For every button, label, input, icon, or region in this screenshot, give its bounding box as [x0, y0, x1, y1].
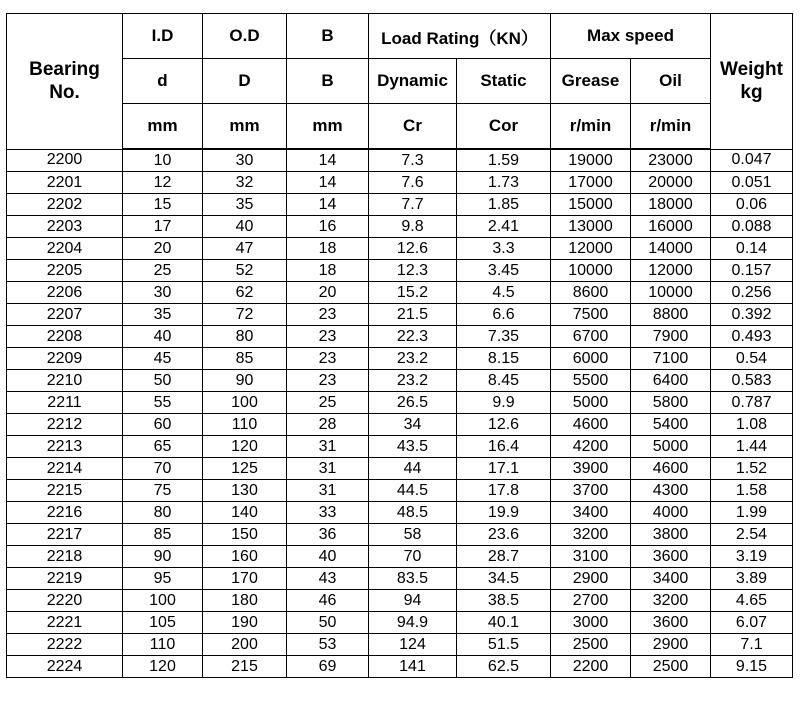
cell-static-load: 17.1 — [457, 458, 551, 480]
cell-inner-diameter: 95 — [123, 568, 203, 590]
table-row — [7, 612, 793, 634]
cell-oil-speed: 20000 — [631, 172, 711, 194]
cell-static-load: 1.59 — [457, 149, 551, 172]
cell-width: 18 — [287, 260, 369, 282]
cell-oil-speed: 4600 — [631, 458, 711, 480]
cell-grease-speed: 12000 — [551, 238, 631, 260]
cell-bearing-no: 2221 — [7, 612, 123, 634]
cell-dynamic-load: 21.5 — [369, 304, 457, 326]
header-unit-oil: r/min — [631, 104, 711, 150]
table-row — [7, 458, 793, 480]
table-header — [7, 14, 793, 150]
cell-bearing-no: 2205 — [7, 260, 123, 282]
cell-weight: 6.07 — [711, 612, 793, 634]
cell-width: 43 — [287, 568, 369, 590]
cell-inner-diameter: 20 — [123, 238, 203, 260]
cell-dynamic-load: 22.3 — [369, 326, 457, 348]
cell-oil-speed: 5000 — [631, 436, 711, 458]
cell-width: 20 — [287, 282, 369, 304]
header-symbol-B: B — [287, 59, 369, 104]
cell-width: 36 — [287, 524, 369, 546]
cell-bearing-no: 2214 — [7, 458, 123, 480]
cell-dynamic-load: 9.8 — [369, 216, 457, 238]
cell-bearing-no: 2200 — [7, 149, 123, 172]
cell-inner-diameter: 55 — [123, 392, 203, 414]
cell-outer-diameter: 150 — [203, 524, 287, 546]
header-b: B — [287, 14, 369, 59]
header-load-rating: Load Rating（KN） — [369, 14, 551, 59]
cell-dynamic-load: 23.2 — [369, 370, 457, 392]
cell-outer-diameter: 35 — [203, 194, 287, 216]
cell-grease-speed: 8600 — [551, 282, 631, 304]
cell-dynamic-load: 26.5 — [369, 392, 457, 414]
cell-width: 40 — [287, 546, 369, 568]
cell-dynamic-load: 124 — [369, 634, 457, 656]
cell-oil-speed: 16000 — [631, 216, 711, 238]
cell-weight: 0.051 — [711, 172, 793, 194]
table-row — [7, 656, 793, 678]
cell-oil-speed: 4000 — [631, 502, 711, 524]
cell-oil-speed: 3600 — [631, 546, 711, 568]
table-row — [7, 392, 793, 414]
cell-inner-diameter: 60 — [123, 414, 203, 436]
cell-inner-diameter: 45 — [123, 348, 203, 370]
cell-bearing-no: 2201 — [7, 172, 123, 194]
cell-width: 31 — [287, 458, 369, 480]
table-row — [7, 546, 793, 568]
cell-weight: 1.58 — [711, 480, 793, 502]
table-row — [7, 524, 793, 546]
cell-static-load: 4.5 — [457, 282, 551, 304]
header-dynamic: Dynamic — [369, 59, 457, 104]
cell-width: 31 — [287, 436, 369, 458]
cell-outer-diameter: 62 — [203, 282, 287, 304]
cell-grease-speed: 4200 — [551, 436, 631, 458]
cell-static-load: 16.4 — [457, 436, 551, 458]
table-row — [7, 282, 793, 304]
table-row — [7, 634, 793, 656]
table-row — [7, 172, 793, 194]
cell-bearing-no: 2206 — [7, 282, 123, 304]
table-body — [7, 149, 793, 678]
cell-static-load: 1.85 — [457, 194, 551, 216]
cell-weight: 0.787 — [711, 392, 793, 414]
header-symbol-d: d — [123, 59, 203, 104]
cell-dynamic-load: 58 — [369, 524, 457, 546]
header-unit-cr: Cr — [369, 104, 457, 150]
cell-weight: 0.14 — [711, 238, 793, 260]
cell-outer-diameter: 72 — [203, 304, 287, 326]
cell-outer-diameter: 90 — [203, 370, 287, 392]
header-unit-B: mm — [287, 104, 369, 150]
cell-static-load: 28.7 — [457, 546, 551, 568]
cell-inner-diameter: 75 — [123, 480, 203, 502]
cell-weight: 7.1 — [711, 634, 793, 656]
cell-width: 69 — [287, 656, 369, 678]
cell-width: 16 — [287, 216, 369, 238]
cell-weight: 0.583 — [711, 370, 793, 392]
cell-outer-diameter: 170 — [203, 568, 287, 590]
cell-width: 28 — [287, 414, 369, 436]
cell-outer-diameter: 52 — [203, 260, 287, 282]
table-row — [7, 238, 793, 260]
cell-bearing-no: 2224 — [7, 656, 123, 678]
cell-inner-diameter: 105 — [123, 612, 203, 634]
cell-bearing-no: 2215 — [7, 480, 123, 502]
cell-outer-diameter: 125 — [203, 458, 287, 480]
cell-dynamic-load: 94 — [369, 590, 457, 612]
header-od: O.D — [203, 14, 287, 59]
cell-grease-speed: 4600 — [551, 414, 631, 436]
cell-bearing-no: 2222 — [7, 634, 123, 656]
cell-weight: 1.52 — [711, 458, 793, 480]
bearing-spec-table-container — [6, 13, 793, 678]
cell-oil-speed: 7100 — [631, 348, 711, 370]
cell-grease-speed: 6700 — [551, 326, 631, 348]
cell-dynamic-load: 83.5 — [369, 568, 457, 590]
table-row — [7, 370, 793, 392]
cell-inner-diameter: 17 — [123, 216, 203, 238]
cell-oil-speed: 12000 — [631, 260, 711, 282]
cell-dynamic-load: 23.2 — [369, 348, 457, 370]
cell-grease-speed: 3000 — [551, 612, 631, 634]
cell-inner-diameter: 110 — [123, 634, 203, 656]
cell-outer-diameter: 47 — [203, 238, 287, 260]
cell-width: 23 — [287, 304, 369, 326]
cell-dynamic-load: 7.7 — [369, 194, 457, 216]
cell-weight: 4.65 — [711, 590, 793, 612]
cell-outer-diameter: 190 — [203, 612, 287, 634]
cell-outer-diameter: 80 — [203, 326, 287, 348]
cell-width: 14 — [287, 149, 369, 172]
cell-static-load: 9.9 — [457, 392, 551, 414]
cell-grease-speed: 2200 — [551, 656, 631, 678]
cell-dynamic-load: 12.3 — [369, 260, 457, 282]
cell-inner-diameter: 12 — [123, 172, 203, 194]
cell-inner-diameter: 90 — [123, 546, 203, 568]
cell-dynamic-load: 34 — [369, 414, 457, 436]
cell-width: 25 — [287, 392, 369, 414]
cell-grease-speed: 5000 — [551, 392, 631, 414]
cell-static-load: 34.5 — [457, 568, 551, 590]
cell-dynamic-load: 7.6 — [369, 172, 457, 194]
cell-width: 23 — [287, 348, 369, 370]
cell-oil-speed: 23000 — [631, 149, 711, 172]
cell-outer-diameter: 100 — [203, 392, 287, 414]
header-bearing-no — [7, 14, 123, 150]
cell-weight: 2.54 — [711, 524, 793, 546]
cell-bearing-no: 2210 — [7, 370, 123, 392]
table-row — [7, 436, 793, 458]
cell-oil-speed: 2500 — [631, 656, 711, 678]
cell-grease-speed: 3100 — [551, 546, 631, 568]
cell-inner-diameter: 70 — [123, 458, 203, 480]
header-oil: Oil — [631, 59, 711, 104]
table-row — [7, 414, 793, 436]
cell-oil-speed: 4300 — [631, 480, 711, 502]
cell-oil-speed: 3200 — [631, 590, 711, 612]
cell-dynamic-load: 15.2 — [369, 282, 457, 304]
cell-oil-speed: 5800 — [631, 392, 711, 414]
cell-grease-speed: 15000 — [551, 194, 631, 216]
cell-weight: 0.493 — [711, 326, 793, 348]
cell-weight: 1.08 — [711, 414, 793, 436]
cell-width: 53 — [287, 634, 369, 656]
cell-static-load: 12.6 — [457, 414, 551, 436]
header-unit-cor: Cor — [457, 104, 551, 150]
header-bearing-no-label: Bearing No. — [29, 59, 100, 104]
cell-inner-diameter: 65 — [123, 436, 203, 458]
cell-grease-speed: 2700 — [551, 590, 631, 612]
cell-oil-speed: 14000 — [631, 238, 711, 260]
cell-grease-speed: 6000 — [551, 348, 631, 370]
cell-grease-speed: 7500 — [551, 304, 631, 326]
cell-inner-diameter: 80 — [123, 502, 203, 524]
cell-outer-diameter: 110 — [203, 414, 287, 436]
cell-weight: 0.047 — [711, 149, 793, 172]
cell-bearing-no: 2219 — [7, 568, 123, 590]
cell-bearing-no: 2202 — [7, 194, 123, 216]
cell-outer-diameter: 215 — [203, 656, 287, 678]
cell-dynamic-load: 44.5 — [369, 480, 457, 502]
cell-static-load: 3.3 — [457, 238, 551, 260]
cell-outer-diameter: 30 — [203, 149, 287, 172]
cell-grease-speed: 3400 — [551, 502, 631, 524]
cell-oil-speed: 3600 — [631, 612, 711, 634]
cell-width: 50 — [287, 612, 369, 634]
cell-outer-diameter: 180 — [203, 590, 287, 612]
table-row — [7, 149, 793, 172]
cell-width: 31 — [287, 480, 369, 502]
table-row — [7, 568, 793, 590]
cell-inner-diameter: 100 — [123, 590, 203, 612]
cell-grease-speed: 17000 — [551, 172, 631, 194]
cell-inner-diameter: 85 — [123, 524, 203, 546]
header-unit-d: mm — [123, 104, 203, 150]
table-row — [7, 260, 793, 282]
header-weight — [711, 14, 793, 150]
cell-oil-speed: 18000 — [631, 194, 711, 216]
cell-weight: 1.44 — [711, 436, 793, 458]
cell-outer-diameter: 160 — [203, 546, 287, 568]
cell-weight: 0.157 — [711, 260, 793, 282]
cell-bearing-no: 2213 — [7, 436, 123, 458]
cell-outer-diameter: 200 — [203, 634, 287, 656]
cell-outer-diameter: 120 — [203, 436, 287, 458]
cell-bearing-no: 2211 — [7, 392, 123, 414]
cell-static-load: 38.5 — [457, 590, 551, 612]
cell-oil-speed: 3400 — [631, 568, 711, 590]
header-weight-label: Weight kg — [720, 59, 783, 104]
table-row — [7, 326, 793, 348]
cell-outer-diameter: 40 — [203, 216, 287, 238]
cell-weight: 1.99 — [711, 502, 793, 524]
header-id: I.D — [123, 14, 203, 59]
cell-static-load: 2.41 — [457, 216, 551, 238]
cell-width: 23 — [287, 326, 369, 348]
header-symbol-D: D — [203, 59, 287, 104]
cell-oil-speed: 5400 — [631, 414, 711, 436]
cell-weight: 9.15 — [711, 656, 793, 678]
cell-inner-diameter: 35 — [123, 304, 203, 326]
cell-outer-diameter: 85 — [203, 348, 287, 370]
cell-grease-speed: 19000 — [551, 149, 631, 172]
cell-bearing-no: 2220 — [7, 590, 123, 612]
cell-outer-diameter: 140 — [203, 502, 287, 524]
cell-static-load: 19.9 — [457, 502, 551, 524]
cell-static-load: 62.5 — [457, 656, 551, 678]
cell-static-load: 40.1 — [457, 612, 551, 634]
cell-grease-speed: 3900 — [551, 458, 631, 480]
cell-weight: 0.392 — [711, 304, 793, 326]
cell-inner-diameter: 10 — [123, 149, 203, 172]
cell-static-load: 7.35 — [457, 326, 551, 348]
cell-weight: 3.89 — [711, 568, 793, 590]
cell-oil-speed: 10000 — [631, 282, 711, 304]
cell-oil-speed: 2900 — [631, 634, 711, 656]
cell-width: 14 — [287, 172, 369, 194]
cell-dynamic-load: 94.9 — [369, 612, 457, 634]
table-row — [7, 480, 793, 502]
cell-width: 33 — [287, 502, 369, 524]
table-row — [7, 502, 793, 524]
header-max-speed: Max speed — [551, 14, 711, 59]
cell-bearing-no: 2209 — [7, 348, 123, 370]
cell-inner-diameter: 120 — [123, 656, 203, 678]
cell-dynamic-load: 48.5 — [369, 502, 457, 524]
bearing-spec-table — [6, 13, 793, 678]
cell-width: 14 — [287, 194, 369, 216]
cell-grease-speed: 2500 — [551, 634, 631, 656]
cell-oil-speed: 3800 — [631, 524, 711, 546]
cell-static-load: 8.15 — [457, 348, 551, 370]
cell-static-load: 51.5 — [457, 634, 551, 656]
table-row — [7, 590, 793, 612]
cell-bearing-no: 2207 — [7, 304, 123, 326]
cell-weight: 0.088 — [711, 216, 793, 238]
cell-dynamic-load: 70 — [369, 546, 457, 568]
cell-dynamic-load: 44 — [369, 458, 457, 480]
cell-width: 23 — [287, 370, 369, 392]
cell-oil-speed: 7900 — [631, 326, 711, 348]
cell-dynamic-load: 7.3 — [369, 149, 457, 172]
cell-grease-speed: 3700 — [551, 480, 631, 502]
cell-dynamic-load: 43.5 — [369, 436, 457, 458]
header-static: Static — [457, 59, 551, 104]
cell-width: 46 — [287, 590, 369, 612]
cell-outer-diameter: 32 — [203, 172, 287, 194]
cell-width: 18 — [287, 238, 369, 260]
cell-static-load: 3.45 — [457, 260, 551, 282]
cell-inner-diameter: 25 — [123, 260, 203, 282]
cell-bearing-no: 2212 — [7, 414, 123, 436]
header-grease: Grease — [551, 59, 631, 104]
cell-bearing-no: 2216 — [7, 502, 123, 524]
cell-static-load: 23.6 — [457, 524, 551, 546]
cell-weight: 0.54 — [711, 348, 793, 370]
cell-grease-speed: 2900 — [551, 568, 631, 590]
cell-dynamic-load: 12.6 — [369, 238, 457, 260]
cell-grease-speed: 5500 — [551, 370, 631, 392]
cell-bearing-no: 2217 — [7, 524, 123, 546]
table-row — [7, 304, 793, 326]
cell-static-load: 17.8 — [457, 480, 551, 502]
table-row — [7, 194, 793, 216]
cell-weight: 3.19 — [711, 546, 793, 568]
cell-inner-diameter: 40 — [123, 326, 203, 348]
cell-grease-speed: 13000 — [551, 216, 631, 238]
cell-static-load: 8.45 — [457, 370, 551, 392]
cell-weight: 0.256 — [711, 282, 793, 304]
cell-weight: 0.06 — [711, 194, 793, 216]
cell-static-load: 6.6 — [457, 304, 551, 326]
cell-inner-diameter: 30 — [123, 282, 203, 304]
cell-bearing-no: 2208 — [7, 326, 123, 348]
cell-oil-speed: 8800 — [631, 304, 711, 326]
header-unit-D: mm — [203, 104, 287, 150]
table-row — [7, 216, 793, 238]
cell-grease-speed: 3200 — [551, 524, 631, 546]
cell-dynamic-load: 141 — [369, 656, 457, 678]
header-unit-grease: r/min — [551, 104, 631, 150]
cell-static-load: 1.73 — [457, 172, 551, 194]
cell-bearing-no: 2204 — [7, 238, 123, 260]
cell-oil-speed: 6400 — [631, 370, 711, 392]
cell-outer-diameter: 130 — [203, 480, 287, 502]
cell-grease-speed: 10000 — [551, 260, 631, 282]
cell-inner-diameter: 50 — [123, 370, 203, 392]
cell-bearing-no: 2203 — [7, 216, 123, 238]
table-row — [7, 348, 793, 370]
cell-inner-diameter: 15 — [123, 194, 203, 216]
cell-bearing-no: 2218 — [7, 546, 123, 568]
